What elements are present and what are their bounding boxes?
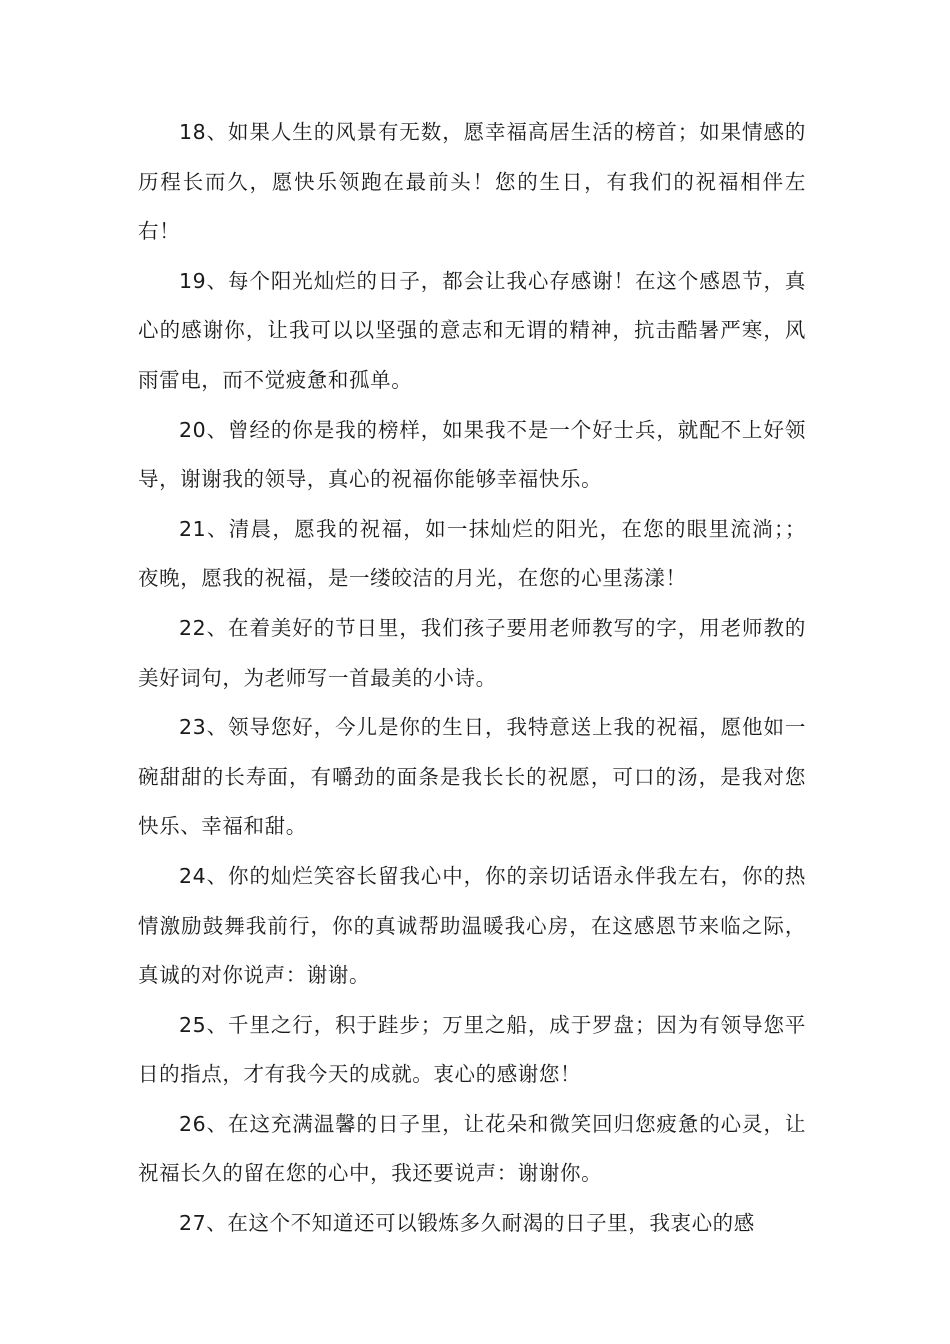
paragraph-27: 27、在这个不知道还可以锻炼多久耐渴的日子里，我衷心的感 [179, 1211, 755, 1236]
paragraph-25: 25、千里之行，积于跬步；万里之船，成于罗盘；因为有领导您平日的指点，才有我今天的成就。衷心的感谢您！ [138, 1012, 806, 1087]
paragraph-23: 23、领导您好，今儿是你的生日，我特意送上我的祝福，愿他如一碗甜甜的长寿面，有嚼劲的面条是我长长的祝愿，可口的汤，是我对您快乐、幸福和甜。 [138, 715, 806, 839]
paragraph-22: 22、在着美好的节日里，我们孩子要用老师教写的字，用老师教的美好词句，为老师写一首最美的小诗。 [138, 615, 806, 690]
paragraph-18: 18、如果人生的风景有无数，愿幸福高居生活的榜首；如果情感的历程长而久，愿快乐领跑在最前头！您的生日，有我们的祝福相伴左右！ [138, 120, 806, 244]
paragraph-24: 24、你的灿烂笑容长留我心中，你的亲切话语永伴我左右，你的热情激励鼓舞我前行，你的真诚帮助温暖我心房，在这感恩节来临之际，真诚的对你说声：谢谢。 [138, 863, 806, 988]
paragraph-26: 26、在这充满温馨的日子里，让花朵和微笑回归您疲惫的心灵，让祝福长久的留在您的心中，我还要说声：谢谢你。 [138, 1111, 806, 1186]
document-body [138, 108, 806, 1249]
paragraph-19: 19、每个阳光灿烂的日子，都会让我心存感谢！在这个感恩节，真心的感谢你，让我可以以坚强的意志和无谓的精神，抗击酷暑严寒，风雨雷电，而不觉疲惫和孤单。 [138, 268, 806, 392]
paragraph-21: 21、清晨，愿我的祝福，如一抹灿烂的阳光，在您的眼里流淌；；夜晚，愿我的祝福，是一缕皎洁的月光，在您的心里荡漾！ [138, 516, 806, 591]
paragraph-20: 20、曾经的你是我的榜样，如果我不是一个好士兵，就配不上好领导，谢谢我的领导，真心的祝福你能够幸福快乐。 [138, 417, 806, 492]
